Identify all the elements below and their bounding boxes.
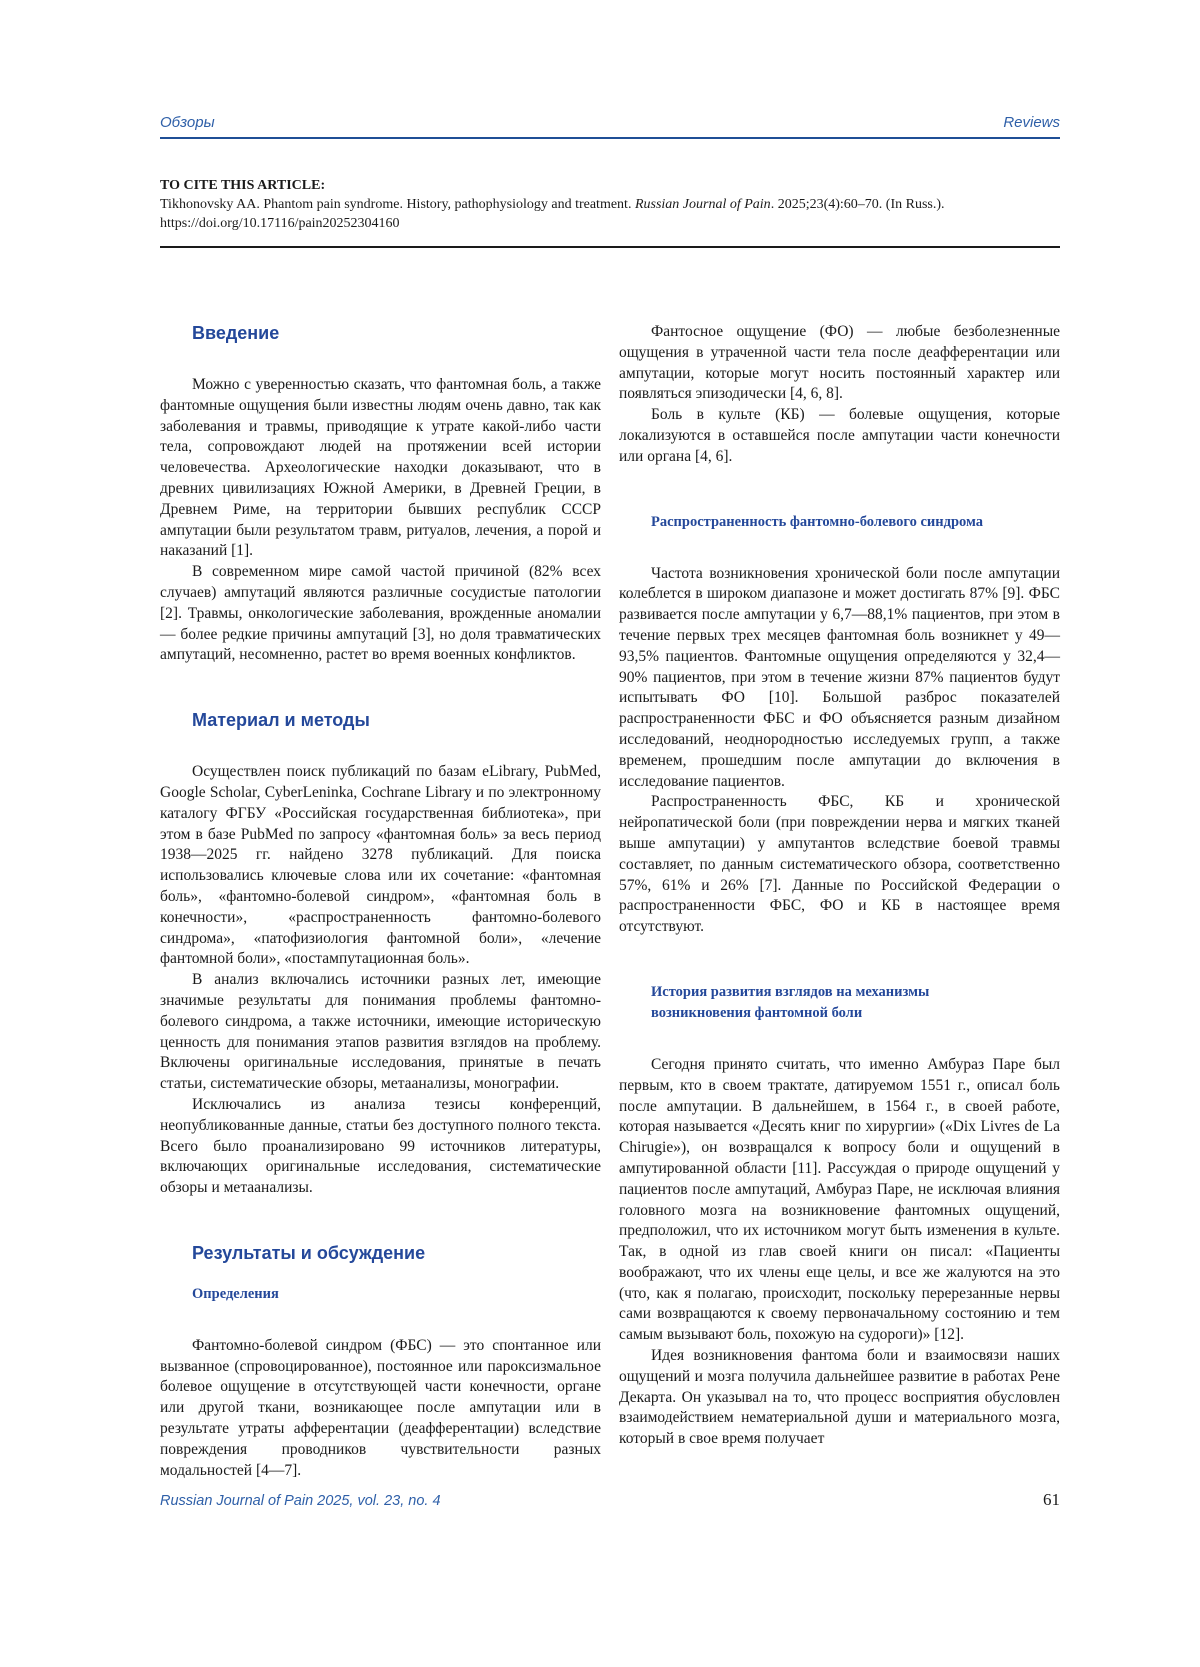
section-heading-introduction: Введение	[192, 323, 280, 343]
left-column	[160, 322, 601, 1481]
citation-text-end: . 2025;23(4):60–70. (In Russ.).	[770, 197, 945, 212]
footer-journal: Russian Journal of Pain 2025, vol. 23, no. 4	[160, 1493, 441, 1509]
paragraph: Сегодня принято считать, что именно Амбураз Паре был первым, кто в своем трактате, датируемом 1551 г., описал боль после ампутации. В дальнейшем, в 1564 г., в своей работе, которая называется «Десять книг по хирургии» («Dix Livres de La Chirugie»), он возвращался к вопросу боли и ощущений в ампутированной области [11]. Рассуждая о природе ощущений у пациентов после ампутаций, Амбураз Паре, не исключая влияния головного мозга на возникновение фантомных ощущений, предположил, что их источником могут быть изменения в культе. Так, в одной из глав своей книги он писал: «Пациенты воображают, что их члены еще целы, и все же жалуются на это (что, как я полагаю, происходит, поскольку перерезанные нервы сами возвращаются к своему первоначальному состоянию и тем самым вызывают боль, похожую на судороги)» [12].	[619, 1055, 1060, 1344]
paragraph: В анализ включались источники разных лет, имеющие значимые результаты для понимания проблемы фантомно-болевого синдрома, а также источники, имеющие историческую ценность для понимания этапов развития взглядов на проблему. Включены оригинальные исследования, принятые в печать статьи, систематические обзоры, метаанализы, монографии.	[160, 971, 601, 1093]
running-header-section-en: Reviews	[1003, 114, 1060, 131]
right-column	[619, 322, 1060, 1450]
header-rule	[160, 137, 1060, 139]
paragraph: Осуществлен поиск публикаций по базам eLibrary, PubMed, Google Scholar, CyberLeninka, Cochrane Library и по электронному каталогу ФГБУ «Российская государственная библиотека», при этом в базе PubMed по запросу «фантомная боль» за весь период 1938—2025 гг. найдено 3278 публикаций. Для поиска использовались ключевые слова или их сочетание: «фантомная боль», «фантомно-болевой синдром», «фантомная боль в конечности», «распространенность фантомно-болевого синдрома», «патофизиология фантомной боли», «лечение фантомной боли», «постампутационная боль».	[160, 763, 601, 968]
section-heading-results: Результаты и обсуждение	[192, 1242, 426, 1263]
citation-title: TO CITE THIS ARTICLE:	[160, 178, 326, 193]
paragraph: Исключались из анализа тезисы конференций, неопубликованные данные, статьи без доступного полного текста. Всего было проанализировано 99 источников литературы, включающих оригинальные исследования, систематические обзоры и метаанализы.	[160, 1095, 601, 1197]
subsection-heading-definitions: Определения	[192, 1285, 279, 1302]
paragraph: Идея возникновения фантома боли и взаимосвязи наших ощущений и мозга получила дальнейшее развитие в работах Рене Декарта. Он указывал на то, что процесс восприятия обусловлен взаимодействием нематериальной души и материального мозга, который в свое время получает	[619, 1347, 1060, 1448]
citation-journal: Russian Journal of Pain	[634, 197, 771, 212]
citation-doi-link[interactable]: https://doi.org/10.17116/pain20252304160	[160, 216, 400, 231]
paragraph: Фантомно-болевой синдром (ФБС) — это спонтанное или вызванное (спровоцированное), постоянное или пароксизмальное болевое ощущение в отсутствующей части конечности, органе или другой ткани, возникающее после ампутации или в результате утраты афферентации (деафферентации) вследствие повреждения проводников чувствительности разных модальностей [4—7].	[160, 1336, 601, 1479]
citation-rule	[160, 246, 1060, 248]
paragraph: Распространенность ФБС, КБ и хронической нейропатической боли (при повреждении нерва и мягких тканей выше ампутации) у ампутантов вследствие боевой травмы составляет, по данным систематического обзора, соответственно 57%, 61% и 26% [7]. Данные по Российской Федерации о распространенности ФБС, ФО и КБ в настоящее время отсутствуют.	[619, 793, 1060, 936]
citation-text-start: Tikhonovsky AA. Phantom pain syndrome. History, pathophysiology and treatment.	[160, 197, 635, 212]
running-header-section-ru: Обзоры	[160, 114, 215, 131]
history-heading-line-1: История развития взглядов на механизмы	[651, 983, 930, 1000]
paragraph: Можно с уверенностью сказать, что фантомная боль, а также фантомные ощущения были известны людям очень давно, так как заболевания и травмы, приводящие к утрате какой-либо части тела, сопровождают людей на протяжении всей истории человечества. Археологические находки доказывают, что в древних цивилизациях Южной Америки, в Древней Греции, в Древнем Риме, на территории бывших республик СССР ампутации были результатом травм, ритуалов, лечения, а порой и наказаний [1].	[160, 376, 601, 560]
paragraph: Частота возникновения хронической боли после ампутации колеблется в широком диапазоне и может достигать 87% [9]. ФБС развивается после ампутации у 6,7—88,1% пациентов, при этом в течение первых трех месяцев фантомная боль возникнет у 49—93,5% пациентов. Фантомные ощущения определяются у 32,4—90% пациентов, при этом в течение жизни 87% пациентов будут испытывать ФО [10]. Большой разброс показателей распространенности ФБС и ФО объясняется разным дизайном исследований, неоднородностью исследуемых групп, а также временем, прошедшим после ампутации до включения в исследование пациентов.	[619, 564, 1060, 790]
citation-text	[160, 195, 1060, 214]
page-number: 61	[1043, 1490, 1060, 1509]
section-heading-methods: Материал и методы	[192, 710, 370, 731]
subsection-heading-prevalence: Распространенность фантомно-болевого синдрома	[651, 513, 984, 530]
paragraph: Боль в культе (КБ) — болевые ощущения, которые локализуются в оставшейся после ампутации части конечности или органа [4, 6].	[619, 406, 1060, 465]
history-heading-line-2: возникновения фантомной боли	[651, 1004, 863, 1021]
subsection-heading-history	[651, 982, 1060, 1024]
paragraph: Фантосное ощущение (ФО) — любые безболезненные ощущения в утраченной части тела после деафферентации или ампутации, которые могут носить постоянный характер или появляться эпизодически [4, 6, 8].	[619, 323, 1060, 403]
paragraph: В современном мире самой частой причиной (82% всех случаев) ампутаций являются различные сосудистые патологии [2]. Травмы, онкологические заболевания, врожденные аномалии — более редкие причины ампутаций [3], но доля травматических ампутаций, несомненно, растет во время военных конфликтов.	[160, 563, 601, 664]
citation-block	[160, 176, 1060, 233]
